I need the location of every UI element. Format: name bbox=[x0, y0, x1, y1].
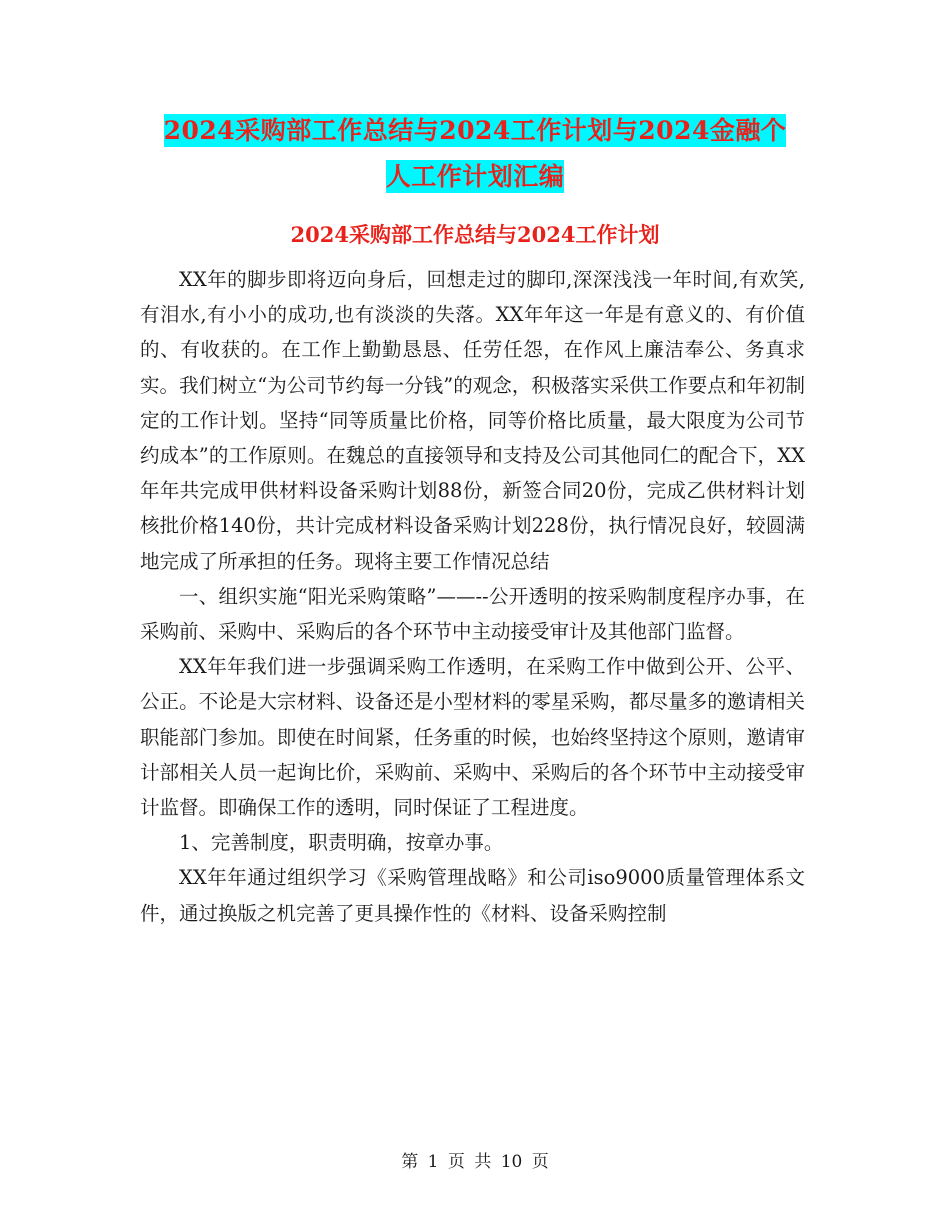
document-title-line-1: 2024采购部工作总结与2024工作计划与2024金融个 bbox=[163, 116, 787, 145]
page-footer: 第 1 页 共 10 页 bbox=[401, 1152, 549, 1172]
document-body bbox=[140, 262, 805, 931]
paragraph: XX年的脚步即将迈向身后，回想走过的脚印,深深浅浅一年时间,有欢笑,有泪水,有小小的成功,也有淡淡的失落。XX年年这一年是有意义的、有价值的、有收获的。在工作上勤勤恳恳、任劳任怨，在作风上廉洁奉公、务真求实。我们树立“为公司节约每一分钱”的观念，积极落实采供工作要点和年初制定的工作计划。坚持“同等质量比价格，同等价格比质量，最大限度为公司节约成本”的工作原则。在魏总的直接领导和支持及公司其他同仁的配合下，XX年年共完成甲供材料设备采购计划88份，新签合同20份，完成乙供材料计划核批价格140份，共计完成材料设备采购计划228份，执行情况良好，较圆满地完成了所承担的任务。现将主要工作情况总结 bbox=[140, 268, 805, 573]
paragraph: XX年年我们进一步强调采购工作透明，在采购工作中做到公开、公平、公正。不论是大宗材料、设备还是小型材料的零星采购，都尽量多的邀请相关职能部门参加。即使在时间紧，任务重的时候，也始终坚持这个原则，邀请审计部相关人员一起询比价，采购前、采购中、采购后的各个环节中主动接受审计监督。即确保工作的透明，同时保证了工程进度。 bbox=[140, 655, 805, 820]
paragraph: 1、完善制度，职责明确，按章办事。 bbox=[179, 831, 504, 855]
section-title: 2024采购部工作总结与2024工作计划 bbox=[290, 222, 660, 247]
paragraph: 一、组织实施“阳光采购策略”——--公开透明的按采购制度程序办事，在采购前、采购中、采购后的各个环节中主动接受审计及其他部门监督。 bbox=[140, 584, 805, 644]
document-title-line-2: 人工作计划汇编 bbox=[385, 162, 565, 191]
paragraph: XX年年通过组织学习《采购管理战略》和公司iso9000质量管理体系文件，通过换版之机完善了更具操作性的《材料、设备采购控制 bbox=[140, 866, 805, 925]
document-title bbox=[140, 108, 810, 200]
